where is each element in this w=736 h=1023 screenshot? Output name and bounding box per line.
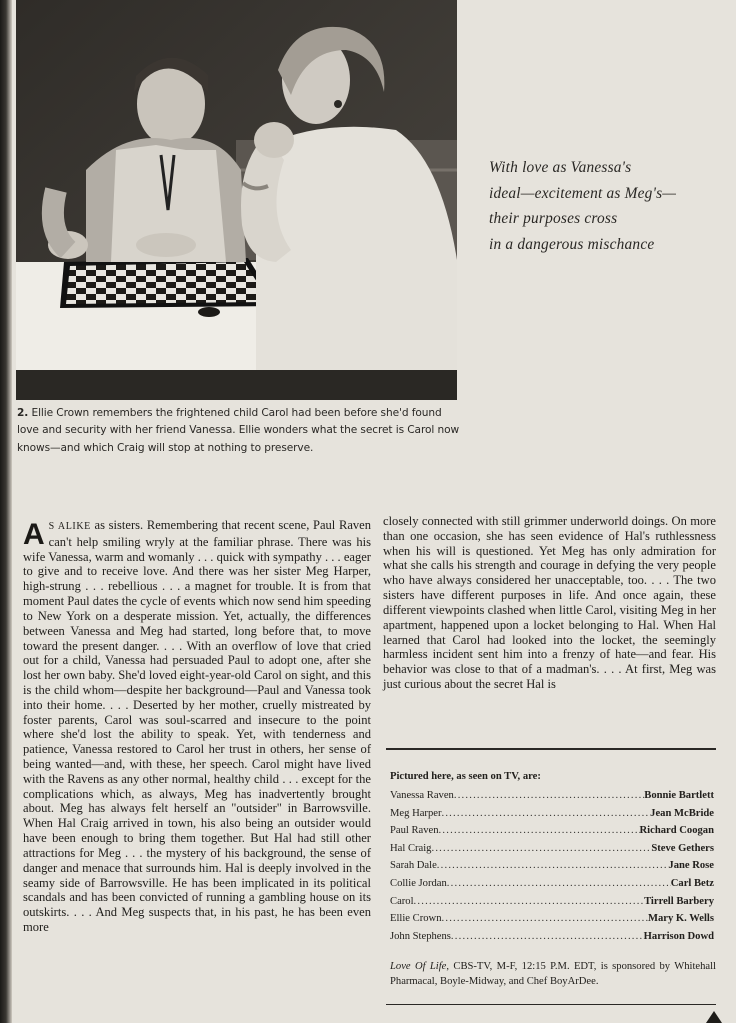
caption-number: 2. (17, 407, 29, 419)
cast-actor: Tirrell Barbery (644, 895, 714, 907)
cast-entry (390, 913, 714, 931)
cast-entry (390, 896, 714, 914)
cast-role: Collie Jordan (390, 877, 447, 889)
cast-actor: Mary K. Wells (647, 913, 714, 925)
caption-text: Ellie Crown remembers the frightened child Carol had been before she'd found love and security with her friend Vanessa. Ellie wonders what the secret is Carol now knows—and which Craig will stop at nothing to preserve. (17, 407, 460, 454)
cast-role: Ellie Crown (390, 913, 442, 925)
article-left-column (23, 518, 371, 935)
drop-cap: A (23, 518, 45, 551)
cast-role: Sarah Dale (390, 860, 437, 872)
cast-entry (390, 931, 714, 949)
leader-dots (441, 808, 650, 819)
article-left-text: as sisters. Remembering that recent scene, Paul Raven can't help smiling wryly at the familiar phrase. There was his wife Vanessa, warm and womanly . . . quick with sympathy . . . eager to give and to receive love. And there was her sister Meg Harper, high-strung . . . rebellious . . . a magnet for trouble. It is from that moment Paul dates the cycle of events which now send him speeding to New York on a desperate mission. Yet, actually, the differences between Vanessa and Meg had started, long before that, to move toward the present danger. . . . With an overflow of love that cried out for a child, Vanessa had persuaded Paul to adopt one, after she lost her own baby. She'd loved eight-year-old Carol on sight, and this is the child whom—despite her background—Paul and Vanessa took into their home. . . . Deserted by her mother, cruelly mistreated by foster parents, Carol was soul-scarred and insecure to the point where she'd lost the ability to speak. Yet, with tenderness and patience, Vanessa restored to Carol her trust in others, her sense of being wanted—and, with these, her speech. Carol might have lived with the Ravens as any other normal, healthy child . . . except for the complications which, as always, Meg has inadvertently brought about. Meg has always felt herself an "outsider" in Barrowsville. When Hal Craig arrived in town, his also being an outsider would have been enough to bring them together. But Hal had still other attractions for Meg . . . the mystery of his background, the sense of danger and menace that surrounds him. Hal is deeply involved in the seamy side of Barrowsville. He has been implicated in its political scandals and has been convicted of running a gambling house on its outskirts. . . . And Meg suspects that, in his past, he has been even more (23, 518, 372, 934)
cast-actor: Carl Betz (670, 877, 714, 889)
cast-entry (390, 790, 714, 808)
page-corner-arrow-icon (706, 1011, 722, 1023)
opening-small-caps: S ALIKE (48, 521, 91, 532)
cast-role: Paul Raven (390, 825, 439, 837)
pull-quote-line: their purposes cross (489, 210, 618, 227)
pull-quote-line: With love as Vanessa's (489, 159, 632, 176)
cast-role: Meg Harper (390, 807, 442, 819)
pull-quote-line: in a dangerous mischance (489, 235, 655, 253)
leader-dots (414, 896, 645, 907)
cast-actor: Steve Gethers (651, 842, 714, 854)
cast-heading: Pictured here, as seen on TV, are: (390, 771, 541, 782)
cast-actor: Jane Rose (668, 860, 714, 872)
page-binding-edge (0, 0, 12, 1023)
cast-entry (390, 860, 714, 878)
sponsor-note (390, 960, 716, 989)
cast-entry (390, 808, 714, 826)
cast-role: Carol (390, 895, 414, 907)
cast-actor: Harrison Dowd (643, 930, 714, 942)
cast-role: Vanessa Raven (390, 790, 454, 801)
leader-dots (451, 931, 644, 942)
pull-quote (489, 155, 729, 257)
article-right-column (383, 514, 716, 692)
cast-actor: Richard Coogan (639, 825, 714, 837)
leader-dots (439, 825, 640, 836)
cast-box-bottom-rule (386, 1004, 716, 1005)
cast-role: Hal Craig (390, 842, 432, 854)
cast-box-top-rule (386, 748, 716, 750)
leader-dots (454, 790, 644, 801)
article-right-text: closely connected with still grimmer underworld doings. On more than one occasion, she has seen evidence of Hal's ruthlessness when his will is questioned. Yet Meg has only admiration for what she calls his strength and courage in defying the very people who have always considered her unacceptable, too. . . . The two sisters have different purposes in life. And once again, these different viewpoints clashed when little Carol, visiting Meg in her apartment, happened upon a locket belonging to Hal. When Hal learned that Carol had looked into the locket, the seemingly harmless incident sent him into a frenzy of hate—and fear. His behavior was close to that of a madman's. . . . At first, Meg was just curious about the secret Hal is (383, 514, 716, 691)
photo-caption (17, 405, 463, 457)
cast-entry (390, 825, 714, 843)
cast-list (390, 790, 714, 948)
sponsor-details: , CBS-TV, M-F, 12:15 P.M. EDT, is sponsored by Whitehall Pharmacal, Boyle-Midway, and Chef BoyArDee. (390, 961, 716, 987)
cast-actor: Bonnie Bartlett (644, 790, 714, 801)
leader-dots (442, 913, 648, 924)
cast-entry (390, 878, 714, 896)
leader-dots (431, 843, 651, 854)
pull-quote-line: ideal—excitement as Meg's— (489, 184, 677, 202)
show-title: Love Of Life (390, 961, 447, 972)
cast-entry (390, 843, 714, 861)
leader-dots (447, 878, 671, 889)
photo-ellie-and-carol-checkers (16, 0, 457, 400)
cast-role: John Stephens (390, 930, 451, 942)
cast-actor: Jean McBride (650, 807, 714, 819)
leader-dots (437, 860, 669, 871)
